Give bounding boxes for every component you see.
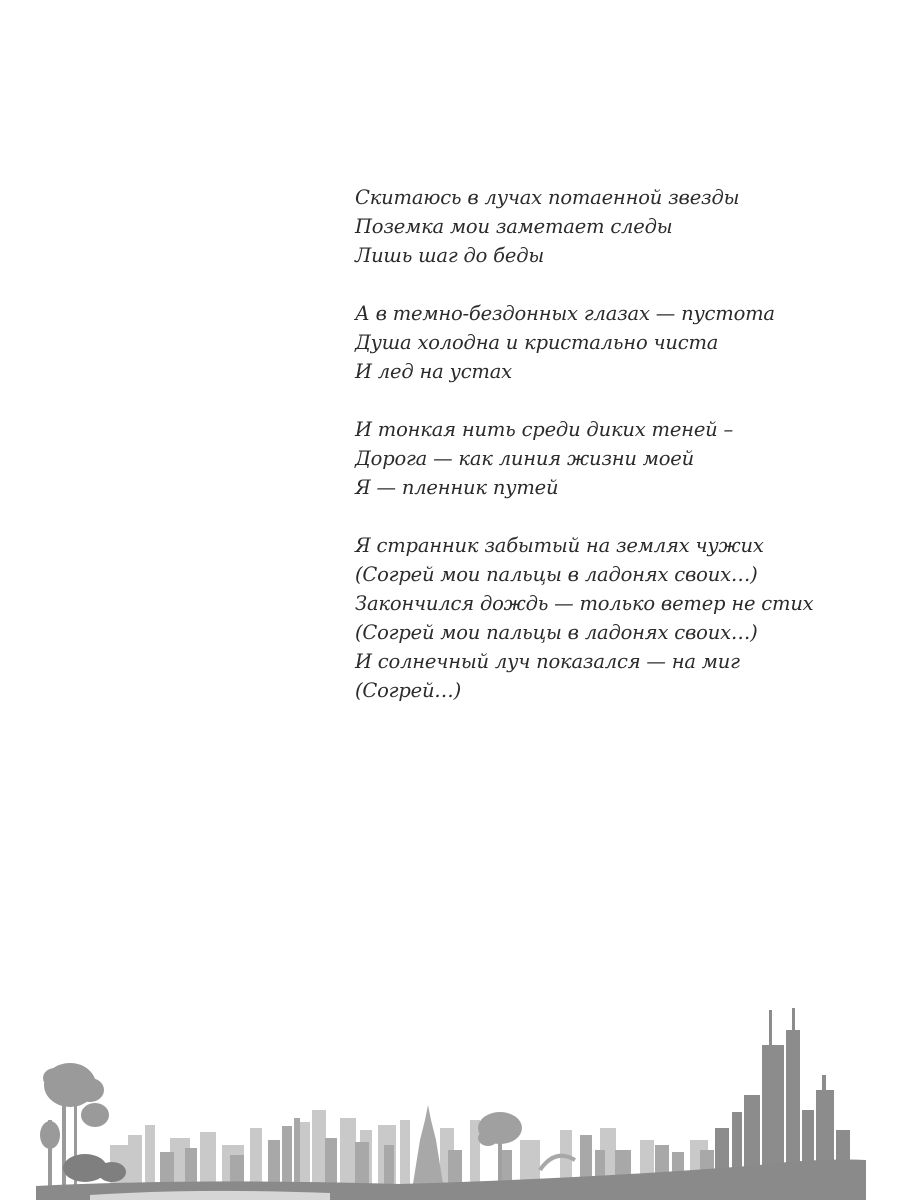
- city-skyline-illustration: [0, 1000, 900, 1200]
- poem: [355, 183, 855, 734]
- poem-line: Душа холодна и кристально чиста: [355, 331, 719, 354]
- stanza-2: [355, 299, 855, 386]
- poem-line: Я странник забытый на землях чужих: [355, 534, 764, 557]
- poem-line: И тонкая нить среди диких теней –: [355, 418, 734, 441]
- poem-line: Лишь шаг до беды: [355, 244, 545, 267]
- stanza-4: [355, 531, 855, 705]
- poem-line: А в темно-бездонных глазах — пустота: [355, 302, 775, 325]
- stanza-1: [355, 183, 855, 270]
- poem-line: Закончился дождь — только ветер не стих: [355, 592, 814, 615]
- poem-line: Я — пленник путей: [355, 476, 559, 499]
- poem-line: Скитаюсь в лучах потаенной звезды: [355, 186, 740, 209]
- stanza-3: [355, 415, 855, 502]
- poem-line: (Согрей мои пальцы в ладонях своих…): [355, 563, 758, 586]
- poem-line: (Согрей…): [355, 679, 462, 702]
- poem-line: (Согрей мои пальцы в ладонях своих…): [355, 621, 758, 644]
- poem-line: Поземка мои заметает следы: [355, 215, 673, 238]
- poem-line: И солнечный луч показался — на миг: [355, 650, 740, 673]
- poem-line: Дорога — как линия жизни моей: [355, 447, 694, 470]
- poem-line: И лед на устах: [355, 360, 512, 383]
